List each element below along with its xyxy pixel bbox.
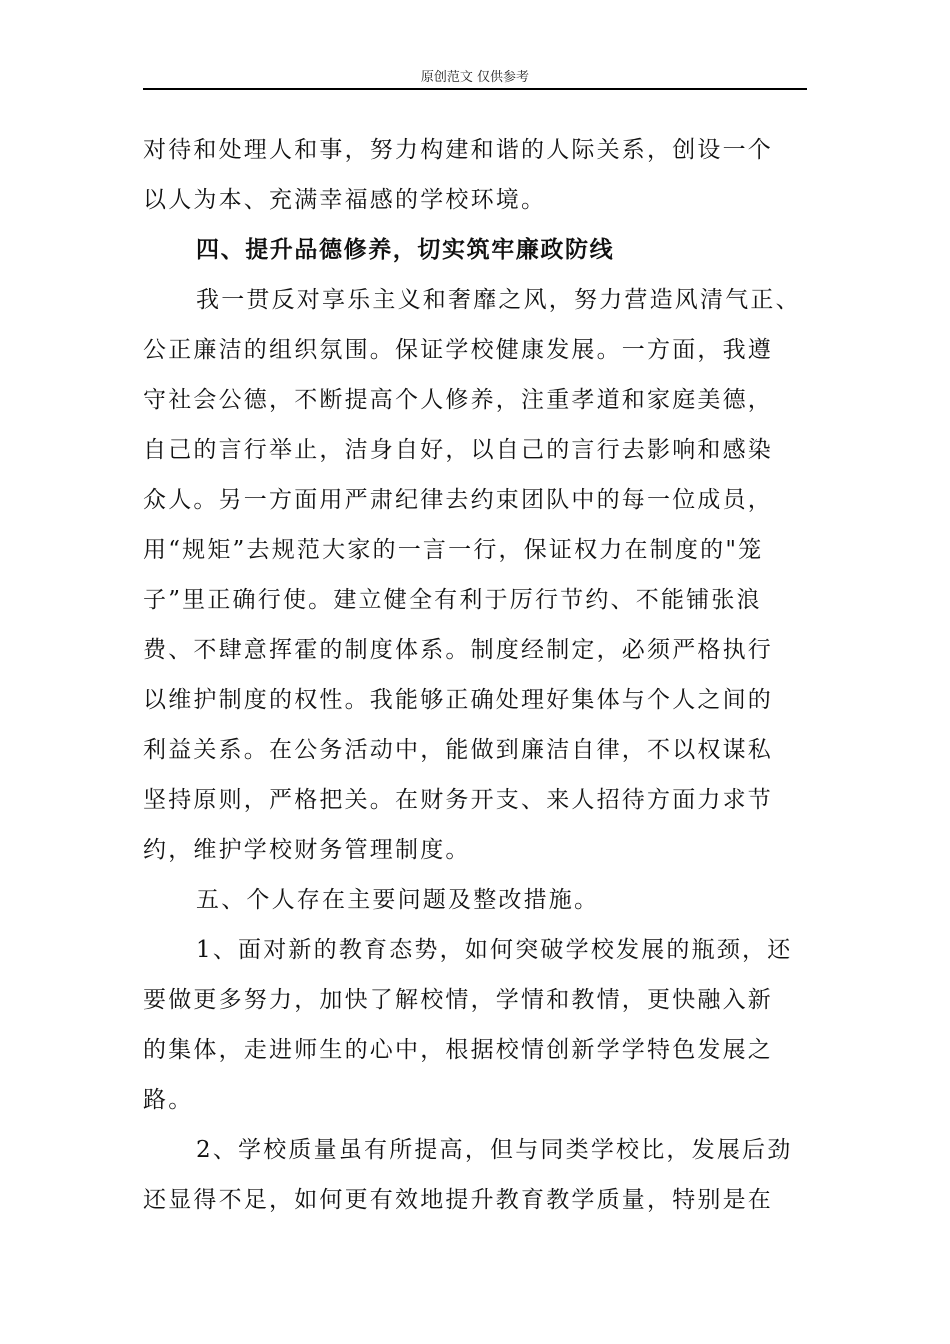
text-line: 坚持原则，严格把关。在财务开支、来人招待方面力求节 xyxy=(143,787,773,813)
text-line: 自己的言行举止，洁身自好，以自己的言行去影响和感染 xyxy=(143,437,773,463)
text-line: 对待和处理人和事，努力构建和谐的人际关系，创设一个 xyxy=(143,137,773,163)
text-line: 以维护制度的权性。我能够正确处理好集体与个人之间的 xyxy=(143,687,773,713)
text-line: 费、不肆意挥霍的制度体系。制度经制定，必须严格执行 xyxy=(143,637,773,663)
header-text: 原创范文 仅供参考 xyxy=(420,70,530,85)
text-line: 利益关系。在公务活动中，能做到廉洁自律，不以权谋私 xyxy=(143,737,773,763)
text-line: 路。 xyxy=(143,1087,194,1113)
text-line: 用“规矩”去规范大家的一言一行，保证权力在制度的"笼 xyxy=(143,537,764,563)
page-header xyxy=(143,66,807,90)
text-line: 众人。另一方面用严肃纪律去约束团队中的每一位成员， xyxy=(143,487,773,513)
text-line: 1、面对新的教育态势，如何突破学校发展的瓶颈，还 xyxy=(196,937,793,963)
text-line: 以人为本、充满幸福感的学校环境。 xyxy=(143,187,547,213)
text-line: 公正廉洁的组织氛围。保证学校健康发展。一方面，我遵 xyxy=(143,337,773,363)
text-line: 子”里正确行使。建立健全有利于厉行节约、不能铺张浪 xyxy=(143,587,762,613)
section-heading: 四、提升品德修养，切实筑牢廉政防线 xyxy=(196,236,615,263)
text-line: 守社会公德，不断提高个人修养，注重孝道和家庭美德， xyxy=(143,387,773,413)
text-line: 要做更多努力，加快了解校情，学情和教情，更快融入新 xyxy=(143,987,773,1013)
text-line: 的集体，走进师生的心中，根据校情创新学学特色发展之 xyxy=(143,1037,773,1063)
text-line: 约，维护学校财务管理制度。 xyxy=(143,837,471,863)
section-heading: 五、个人存在主要问题及整改措施。 xyxy=(196,887,600,913)
text-line: 还显得不足，如何更有效地提升教育教学质量，特别是在 xyxy=(143,1187,773,1213)
text-line: 2、学校质量虽有所提高，但与同类学校比，发展后劲 xyxy=(196,1137,793,1163)
text-line: 我一贯反对享乐主义和奢靡之风，努力营造风清气正、 xyxy=(196,287,801,313)
